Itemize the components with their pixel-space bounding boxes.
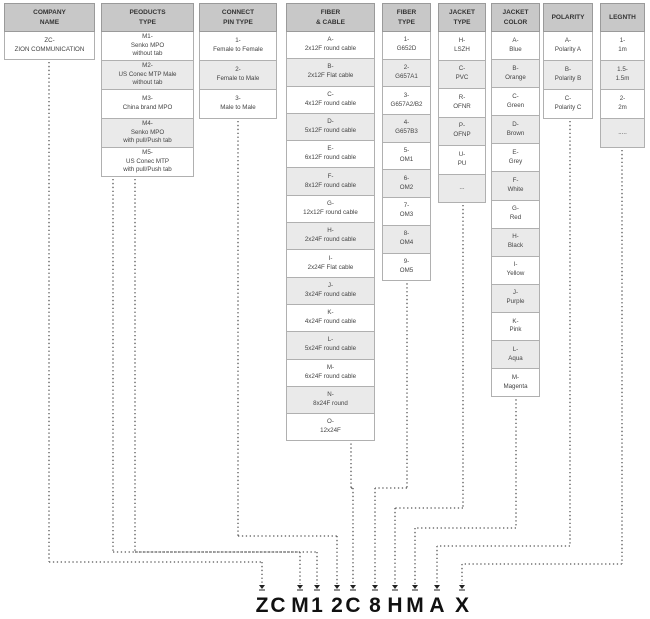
code-char: C	[270, 594, 286, 617]
option-cell: M2- US Conec MTP Male without tab	[101, 61, 194, 90]
code-char: H	[387, 594, 403, 617]
option-cell: H- 2x24F round cable	[286, 223, 375, 250]
arrow-head-icon	[459, 585, 465, 589]
option-cell: J- 3x24F round cable	[286, 278, 375, 305]
option-cell: C- Green	[491, 88, 540, 116]
column-header: FIBER & CABLE	[286, 3, 375, 32]
option-cell: H- Black	[491, 229, 540, 257]
option-cell: B- Polarity B	[543, 61, 593, 90]
code-char: M	[291, 594, 309, 617]
option-cell: 1.5- 1.5m	[600, 61, 645, 90]
option-cell: C- PVC	[438, 61, 486, 90]
column-company	[4, 3, 95, 60]
option-cell: 9- OM5	[382, 254, 431, 282]
option-cell: 6- OM2	[382, 170, 431, 198]
option-cell: D- Brown	[491, 116, 540, 144]
option-cell: 8- OM4	[382, 226, 431, 254]
option-cell: 3- Male to Male	[199, 90, 277, 119]
column-header: FIBER TYPE	[382, 3, 431, 32]
option-cell: 2- G657A1	[382, 60, 431, 88]
column-connect-pin	[199, 3, 277, 119]
option-cell: B- 2x12F Flat cable	[286, 59, 375, 86]
option-cell: C- Polarity C	[543, 90, 593, 119]
option-cell: F- White	[491, 172, 540, 200]
option-cell: I- 2x24F Flat cable	[286, 250, 375, 277]
option-cell: E- 6x12F round cable	[286, 141, 375, 168]
option-cell: M4- Senko MPO with pull/Push tab	[101, 119, 194, 148]
code-char: 2	[331, 594, 343, 617]
column-fiber-cable	[286, 3, 375, 441]
option-cell: 2- Female to Male	[199, 61, 277, 90]
arrow-head-icon	[297, 585, 303, 589]
option-cell: O- 12x24F	[286, 414, 375, 441]
code-char: Z	[255, 594, 269, 617]
column-header: CONNECT PIN TYPE	[199, 3, 277, 32]
option-cell: R- OFNR	[438, 89, 486, 118]
arrow-head-icon	[350, 585, 356, 589]
option-cell: D- 5x12F round cable	[286, 114, 375, 141]
option-cell: A- Blue	[491, 32, 540, 60]
option-cell: L- 5x24F round cable	[286, 332, 375, 359]
column-jacket-type	[438, 3, 486, 203]
arrow-head-icon	[314, 585, 320, 589]
arrow-head-icon	[434, 585, 440, 589]
column-header: JACKET COLOR	[491, 3, 540, 32]
option-cell: J- Purple	[491, 285, 540, 313]
column-header: POLARITY	[543, 3, 593, 32]
option-cell: G- Red	[491, 201, 540, 229]
option-cell: K- 4x24F round cable	[286, 305, 375, 332]
option-cell: F- 8x12F round cable	[286, 168, 375, 195]
code-char: C	[345, 594, 361, 617]
column-header: PEODUCTS TYPE	[101, 3, 194, 32]
option-cell: 5- OM1	[382, 143, 431, 171]
code-char: X	[454, 594, 470, 617]
column-fiber-type	[382, 3, 431, 281]
code-char: M	[406, 594, 424, 617]
column-header: COMPANY NAME	[4, 3, 95, 32]
column-header: LEGNTH	[600, 3, 645, 32]
option-cell: L- Aqua	[491, 341, 540, 369]
option-cell: A- Polarity A	[543, 32, 593, 61]
option-cell: 4- G657B3	[382, 115, 431, 143]
option-cell: 1- Female to Female	[199, 32, 277, 61]
column-polarity	[543, 3, 593, 119]
arrow-head-icon	[372, 585, 378, 589]
option-cell: E- Grey	[491, 144, 540, 172]
code-char: 8	[369, 594, 381, 617]
option-cell: ZC- ZION COMMUNICATION	[4, 32, 95, 60]
arrow-head-icon	[334, 585, 340, 589]
option-cell: A- 2x12F round cable	[286, 32, 375, 59]
option-cell: G- 12x12F round cable	[286, 196, 375, 223]
option-cell: B- Orange	[491, 60, 540, 88]
option-cell: M1- Senko MPO without tab	[101, 32, 194, 61]
option-cell: C- 4x12F round cable	[286, 87, 375, 114]
column-length	[600, 3, 645, 148]
option-cell: M- Magenta	[491, 369, 540, 397]
code-char: 1	[311, 594, 323, 617]
option-cell: I- Yellow	[491, 257, 540, 285]
option-cell: 1- 1m	[600, 32, 645, 61]
option-cell: H- LSZH	[438, 32, 486, 61]
option-cell: 1- G652D	[382, 32, 431, 60]
arrow-head-icon	[392, 585, 398, 589]
option-cell: M- 6x24F round cable	[286, 360, 375, 387]
arrow-head-icon	[412, 585, 418, 589]
option-cell: M5- US Conec MTP with pull/Push tab	[101, 148, 194, 177]
arrow-head-icon	[259, 585, 265, 589]
option-cell: U- PU	[438, 146, 486, 175]
option-cell: P- OFNP	[438, 118, 486, 147]
code-char: A	[429, 594, 445, 617]
option-cell: 3- G657A2/B2	[382, 87, 431, 115]
option-cell: M3- China brand MPO	[101, 90, 194, 119]
column-jacket-color	[491, 3, 540, 397]
option-cell: ...	[438, 175, 486, 204]
option-cell: K- Pink	[491, 313, 540, 341]
option-cell: 7- OM3	[382, 198, 431, 226]
option-cell: .....	[600, 119, 645, 148]
column-header: JACKET TYPE	[438, 3, 486, 32]
option-cell: N- 8x24F round	[286, 387, 375, 414]
column-products	[101, 3, 194, 177]
option-cell: 2- 2m	[600, 90, 645, 119]
product-code	[0, 594, 650, 619]
